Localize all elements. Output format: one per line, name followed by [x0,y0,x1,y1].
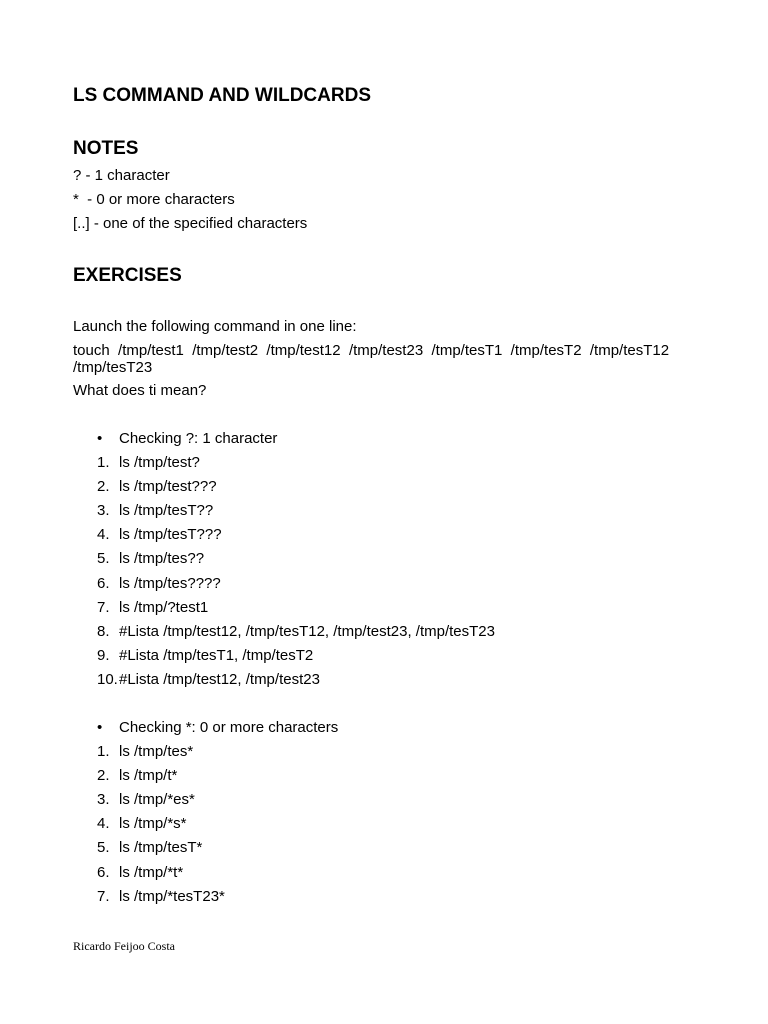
item-number: 4. [97,526,110,544]
item-text: ls /tmp/tes?? [119,550,205,568]
touch-command-line: /tmp/tesT23 [73,359,153,376]
bullet-marker: • [97,430,103,447]
item-text: ls /tmp/tes* [119,743,194,761]
item-number: 2. [97,478,110,496]
list-item [73,836,713,860]
list-item [73,668,713,692]
item-number: 5. [97,550,110,568]
item-number: 9. [97,646,110,664]
question-text: What does ti mean? [73,382,207,399]
item-number: 1. [97,454,110,472]
list-item [73,523,713,547]
list-item [73,644,713,668]
item-number: 8. [97,622,110,640]
section-bullet-row [73,716,713,740]
item-number: 3. [97,791,110,809]
item-text: ls /tmp/*s* [119,815,187,833]
item-number: 7. [97,887,110,905]
exercises-heading: EXERCISES [73,265,182,286]
item-text: ls /tmp/test? [119,454,200,472]
question-mark-exercises [73,427,713,692]
item-text: ls /tmp/?test1 [119,598,209,616]
asterisk-exercises [73,716,713,909]
footer-author: Ricardo Feijoo Costa [73,939,175,953]
item-text: #Lista /tmp/tesT1, /tmp/tesT2 [119,646,314,664]
list-item [73,475,713,499]
item-number: 6. [97,863,110,881]
notes-list [73,164,307,236]
touch-command [73,342,698,376]
item-number: 1. [97,743,110,761]
list-item [73,861,713,885]
list-item [73,885,713,909]
item-number: 6. [97,574,110,592]
touch-command-line: touch /tmp/test1 /tmp/test2 /tmp/test12 /tmp/test23 /tmp/tesT1 /tmp/tesT2 /tmp/tesT12 [73,342,670,359]
list-item [73,572,713,596]
item-text: #Lista /tmp/test12, /tmp/tesT12, /tmp/test23, /tmp/tesT23 [119,622,495,640]
item-number: 10. [97,670,118,688]
section-title: Checking ?: 1 character [119,430,278,447]
list-item [73,499,713,523]
item-text: ls /tmp/test??? [119,478,217,496]
list-item [73,764,713,788]
item-text: ls /tmp/tes???? [119,574,221,592]
list-item [73,788,713,812]
item-text: ls /tmp/tesT??? [119,526,222,544]
bullet-marker: • [97,719,103,736]
section-title: Checking *: 0 or more characters [119,719,339,736]
list-item [73,620,713,644]
item-number: 2. [97,767,110,785]
item-text: ls /tmp/tesT?? [119,502,214,520]
item-text: #Lista /tmp/test12, /tmp/test23 [119,670,320,688]
item-number: 5. [97,839,110,857]
item-text: ls /tmp/t* [119,767,178,785]
note-item: [..] - one of the specified characters [73,215,308,232]
list-item [73,740,713,764]
item-number: 3. [97,502,110,520]
item-text: ls /tmp/tesT* [119,839,203,857]
item-number: 4. [97,815,110,833]
list-item [73,451,713,475]
item-text: ls /tmp/*t* [119,863,184,881]
note-item: ? - 1 character [73,167,170,184]
list-item [73,812,713,836]
section-bullet-row [73,427,713,451]
item-number: 7. [97,598,110,616]
list-item [73,596,713,620]
document-title: LS COMMAND AND WILDCARDS [73,85,371,106]
note-item: * - 0 or more characters [73,191,235,208]
item-text: ls /tmp/*es* [119,791,195,809]
item-text: ls /tmp/*tesT23* [119,887,225,905]
list-item [73,547,713,571]
launch-instruction: Launch the following command in one line: [73,318,357,335]
notes-heading: NOTES [73,138,139,159]
